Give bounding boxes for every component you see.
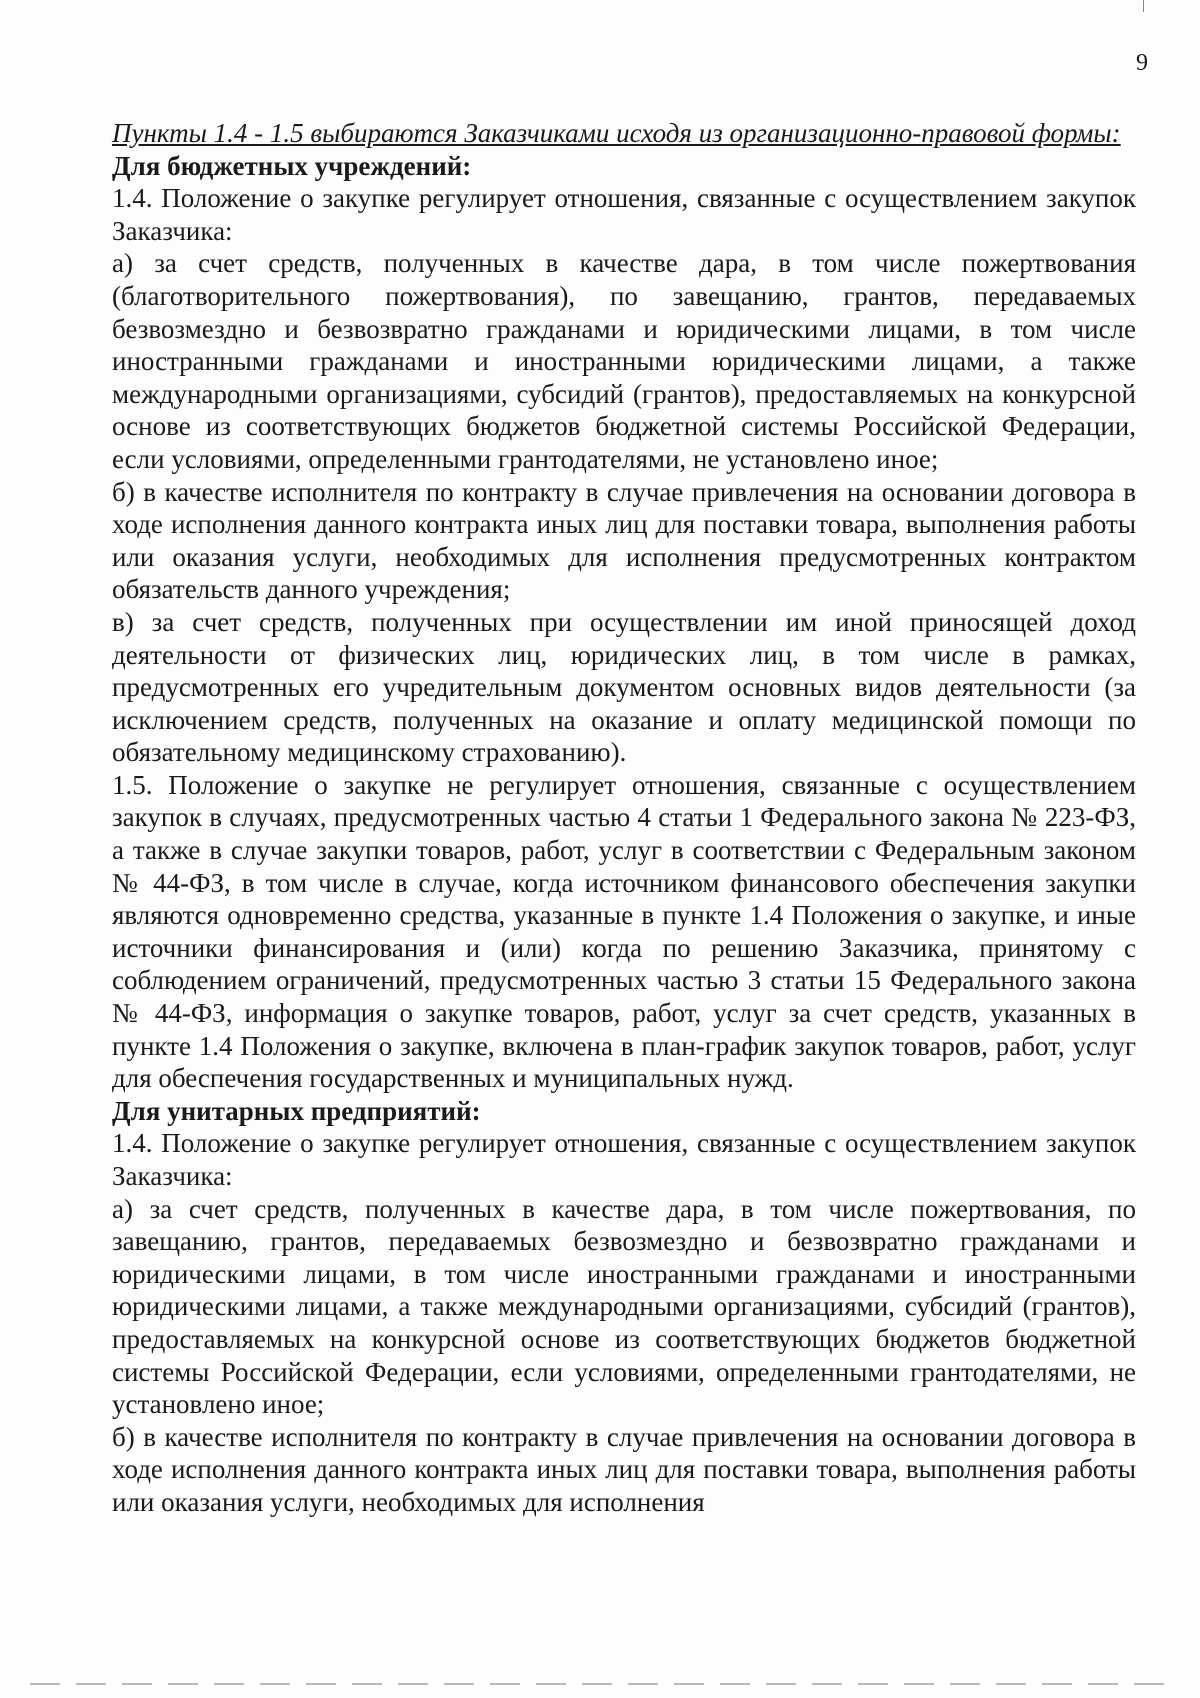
- selection-note: Пункты 1.4 - 1.5 выбираются Заказчиками исходя из организационно-правовой формы:: [112, 118, 1121, 148]
- paragraph-unitary-a: а) за счет средств, полученных в качестве дара, в том числе пожертвования, по завещанию, грантов, передаваемых безвозмездно и безвозвратно гражданами и юридическими лицами, в том числе иностранными гражданами и иностранными юридическими лицами, а также международными организациями, субсидий (грантов), предоставляемых на конкурсной основе из соответствующих бюджетов бюджетной системы Российской Федерации, если условиями, определенными грантодателями, не установлено иное;: [112, 1193, 1136, 1420]
- paragraph-budget-a: а) за счет средств, полученных в качестве дара, в том числе пожертвования (благотворительного пожертвования), по завещанию, грантов, передаваемых безвозмездно и безвозвратно гражданами и юридическими лицами, в том числе иностранными гражданами и иностранными юридическими лицами, а также международными организациями, субсидий (грантов), предоставляемых на конкурсной основе из соответствующих бюджетов бюджетной системы Российской Федерации, если условиями, определенными грантодателями, не установлено иное;: [112, 248, 1136, 474]
- paragraph-budget-1-4: 1.4. Положение о закупке регулирует отношения, связанные с осуществлением закупок Заказчика:: [112, 183, 1136, 246]
- section-heading-unitary: Для унитарных предприятий:: [112, 1095, 481, 1126]
- paragraph-budget-1-5: 1.5. Положение о закупке не регулирует отношения, связанные с осуществлением закупок в случаях, предусмотренных частью 4 статьи 1 Федерального закона № 223-ФЗ, а также в случае закупки товаров, работ, услуг в соответствии с Федеральным законом № 44-ФЗ, в том числе в случае, когда источником финансового обеспечения закупки являются одновременно средства, указанные в пункте 1.4 Положения о закупке, и иные источники финансирования и (или) когда по решению Заказчика, принятому с соблюдением ограничений, предусмотренных частью 3 статьи 15 Федерального закона № 44-ФЗ, информация о закупке товаров, работ, услуг за счет средств, указанных в пункте 1.4 Положения о закупке, включена в план-график закупок товаров, работ, услуг для обеспечения государственных и муниципальных нужд.: [112, 769, 1136, 1094]
- scan-bottom-edge: [30, 1683, 1170, 1685]
- scan-artifact: [1143, 0, 1144, 12]
- page-number: 9: [1136, 50, 1148, 76]
- document-body: [112, 117, 1136, 1519]
- section-heading-budget: Для бюджетных учреждений:: [112, 150, 472, 181]
- paragraph-unitary-b: б) в качестве исполнителя по контракту в случае привлечения на основании договора в ходе исполнения данного контракта иных лиц для поставки товара, выполнения работы или оказания услуги, необходимых для исполнения: [112, 1421, 1136, 1517]
- paragraph-budget-v: в) за счет средств, полученных при осуществлении им иной приносящей доход деятельности от физических лиц, юридических лиц, в том числе в рамках, предусмотренных его учредительным документом основных видов деятельности (за исключением средств, полученных на оказание и оплату медицинской помощи по обязательному медицинскому страхованию).: [112, 606, 1136, 768]
- paragraph-budget-b: б) в качестве исполнителя по контракту в случае привлечения на основании договора в ходе исполнения данного контракта иных лиц для поставки товара, выполнения работы или оказания услуги, необходимых для исполнения предусмотренных контрактом обязательств данного учреждения;: [112, 476, 1136, 605]
- paragraph-unitary-1-4: 1.4. Положение о закупке регулирует отношения, связанные с осуществлением закупок Заказчика:: [112, 1128, 1136, 1191]
